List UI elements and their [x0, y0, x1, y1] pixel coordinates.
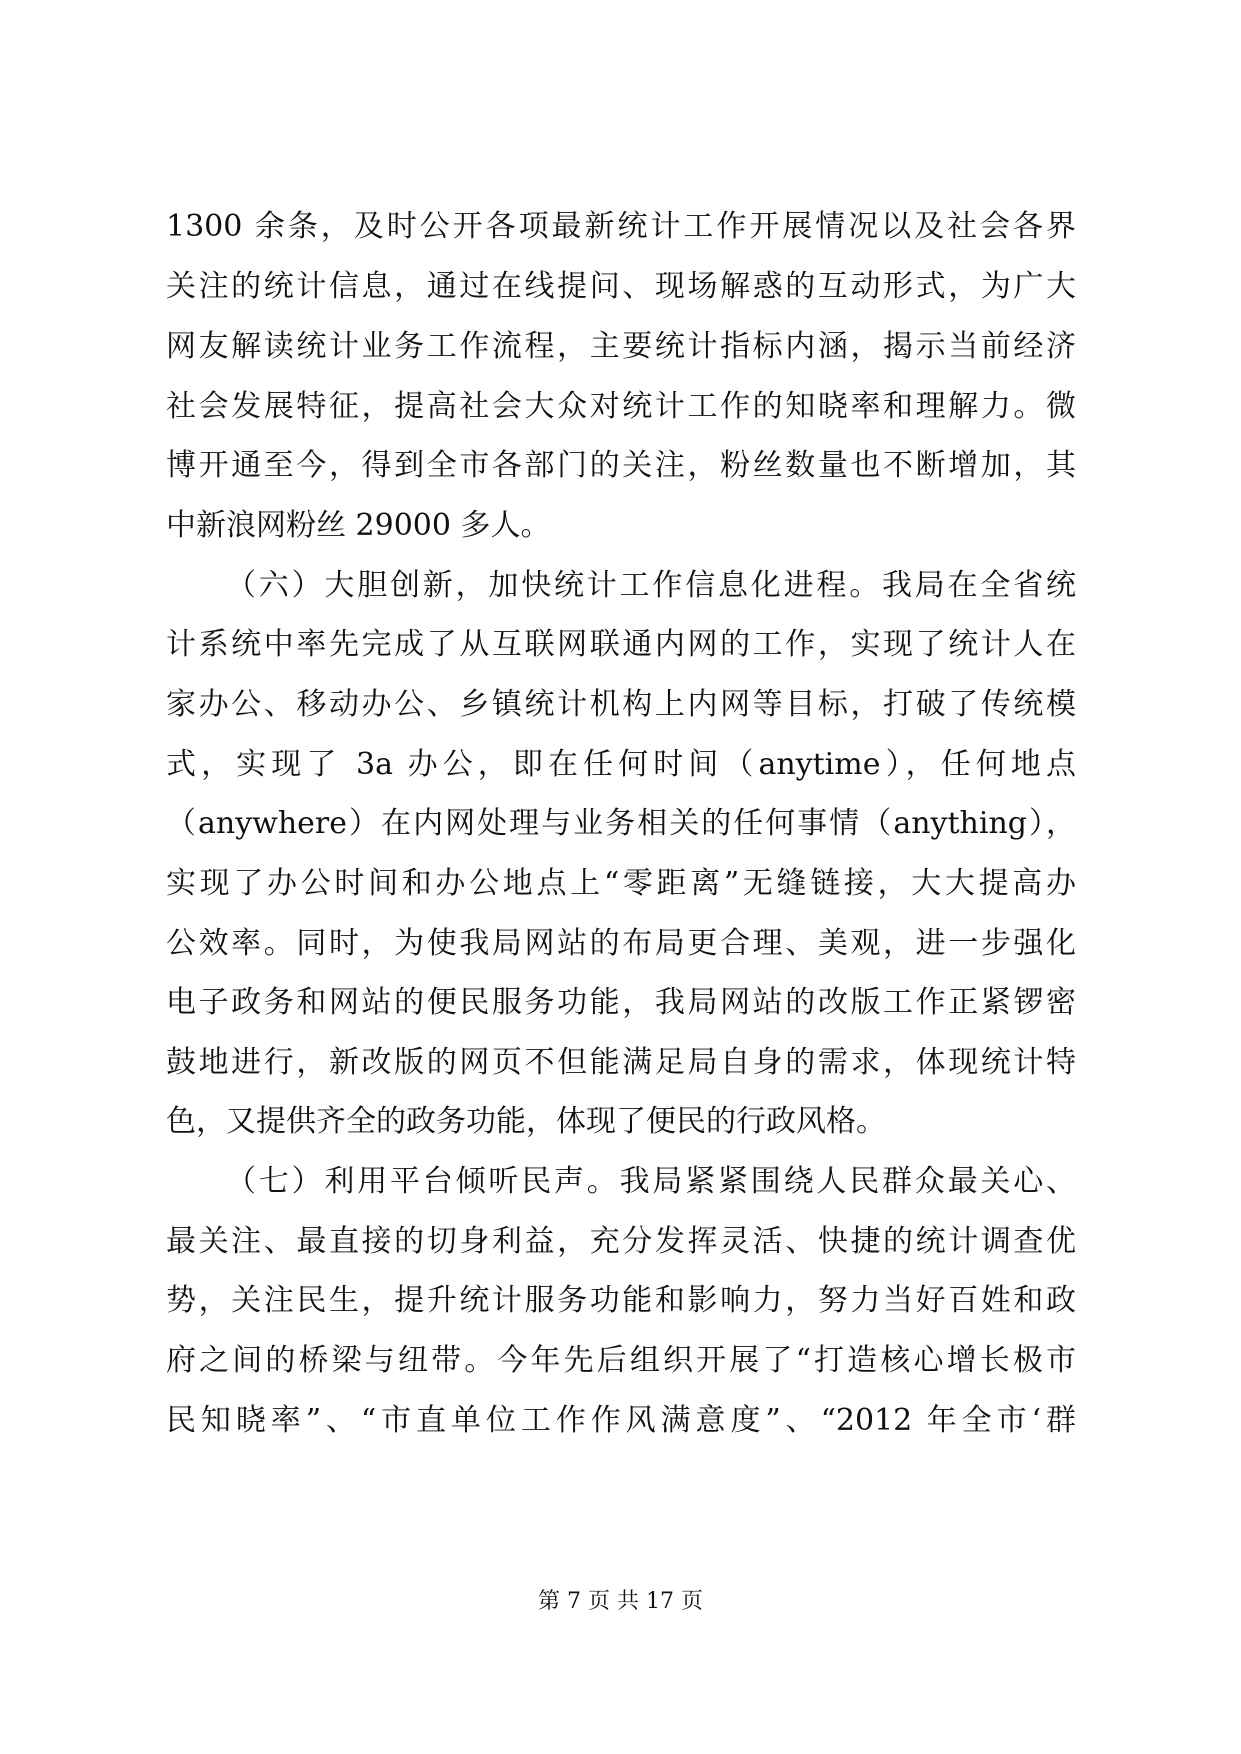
- body-text-line: 计系统中率先完成了从互联网联通内网的工作，实现了统计人在: [166, 627, 1076, 662]
- body-text-line: 1300 余条，及时公开各项最新统计工作开展情况以及社会各界: [166, 209, 1076, 244]
- body-text-line: 鼓地进行，新改版的网页不但能满足局自身的需求，体现统计特: [166, 1045, 1076, 1080]
- body-text-line: 最关注、最直接的切身利益，充分发挥灵活、快捷的统计调查优: [166, 1224, 1076, 1259]
- body-text-line: 中新浪网粉丝 29000 多人。: [166, 508, 551, 543]
- body-text-line: 公效率。同时，为使我局网站的布局更合理、美观，进一步强化: [166, 926, 1076, 961]
- body-text-line: 家办公、移动办公、乡镇统计机构上内网等目标，打破了传统模: [166, 687, 1076, 722]
- body-text-line: （anywhere）在内网处理与业务相关的任何事情（anything），: [166, 806, 1076, 841]
- body-text-line: 网友解读统计业务工作流程，主要统计指标内涵，揭示当前经济: [166, 329, 1076, 364]
- body-text-line: 色，又提供齐全的政务功能，体现了便民的行政风格。: [166, 1104, 886, 1139]
- body-text-line: 博开通至今，得到全市各部门的关注，粉丝数量也不断增加，其: [166, 448, 1076, 483]
- body-text-line: 势，关注民生，提升统计服务功能和影响力，努力当好百姓和政: [166, 1283, 1076, 1318]
- page-number-footer: 第 7 页 共 17 页: [538, 1589, 703, 1614]
- paragraph-first-line: （六）大胆创新，加快统计工作信息化进程。我局在全省统: [226, 568, 1076, 603]
- body-text-line: 电子政务和网站的便民服务功能，我局网站的改版工作正紧锣密: [166, 985, 1076, 1020]
- body-text-line: 式，实现了 3a 办公，即在任何时间（anytime），任何地点: [166, 747, 1076, 782]
- body-text-line: 关注的统计信息，通过在线提问、现场解惑的互动形式，为广大: [166, 269, 1076, 304]
- body-text-line: 民知晓率”、“市直单位工作作风满意度”、“2012 年全市‘群: [166, 1403, 1076, 1438]
- body-text-line: 府之间的桥梁与纽带。今年先后组织开展了“打造核心增长极市: [166, 1343, 1076, 1378]
- body-text-line: 实现了办公时间和办公地点上“零距离”无缝链接，大大提高办: [166, 866, 1076, 901]
- paragraph-first-line: （七）利用平台倾听民声。我局紧紧围绕人民群众最关心、: [226, 1164, 1076, 1199]
- body-text-line: 社会发展特征，提高社会大众对统计工作的知晓率和理解力。微: [166, 389, 1076, 424]
